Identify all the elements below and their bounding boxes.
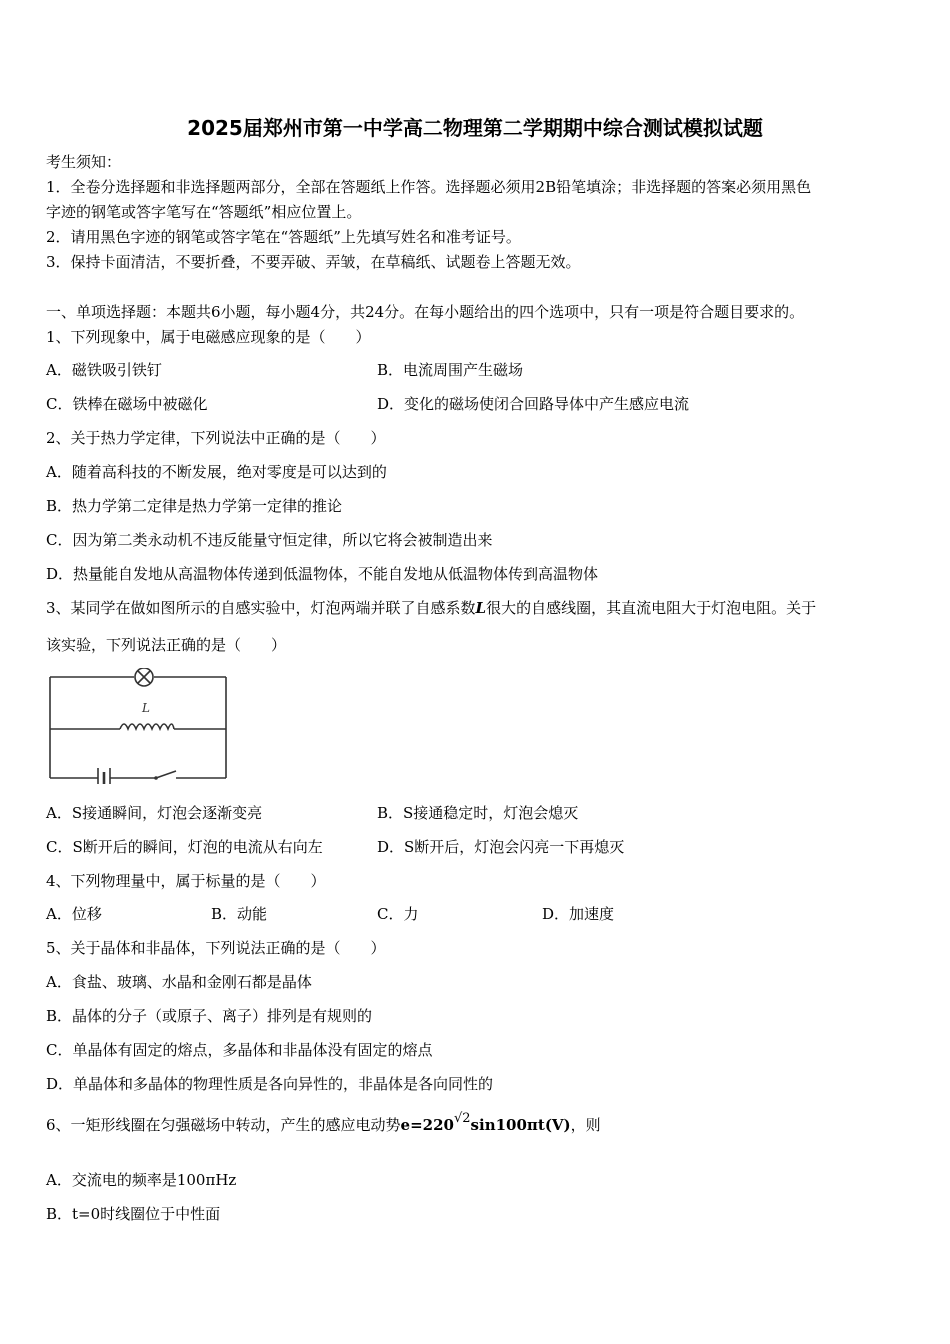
q3-option-d: D．S断开后，灯泡会闪亮一下再熄灭 <box>377 838 625 856</box>
q4-stem: 4、下列物理量中，属于标量的是（ ） <box>46 872 326 890</box>
q1-option-a: A．磁铁吸引铁钉 <box>46 361 162 379</box>
inductor-coil-icon <box>120 724 174 729</box>
notice-item-2: 2．请用黑色字迹的钢笔或答字笔在“答题纸”上先填写姓名和准考证号。 <box>46 228 521 246</box>
q6-option-b: B．t=0时线圈位于中性面 <box>46 1205 221 1223</box>
notice-item-3: 3．保持卡面清洁，不要折叠，不要弄破、弄皱，在草稿纸、试题卷上答题无效。 <box>46 253 581 271</box>
page-title: 2025届郑州市第一中学高二物理第二学期期中综合测试模拟试题 <box>187 116 763 140</box>
q3-stem-post: 很大的自感线圈，其直流电阻大于灯泡电阻。关于 <box>486 599 817 617</box>
q3-stem-line1 <box>46 598 816 618</box>
q3-stem-line2: 该实验，下列说法正确的是（ ） <box>46 636 287 654</box>
circuit-diagram <box>46 668 232 784</box>
q1-option-b: B．电流周围产生磁场 <box>377 361 524 379</box>
q6-stem <box>46 1111 601 1137</box>
q2-stem: 2、关于热力学定律，下列说法中正确的是（ ） <box>46 429 386 447</box>
q3-option-c: C．S断开后的瞬间，灯泡的电流从右向左 <box>46 838 323 856</box>
q4-option-a: A．位移 <box>46 905 102 923</box>
q6-stem-post: ，则 <box>570 1116 601 1134</box>
q5-option-a: A．食盐、玻璃、水晶和金刚石都是晶体 <box>46 973 312 991</box>
q5-stem: 5、关于晶体和非晶体，下列说法正确的是（ ） <box>46 939 386 957</box>
q4-option-d: D．加速度 <box>542 905 615 923</box>
q4-option-c: C．力 <box>377 905 419 923</box>
q1-option-d: D．变化的磁场使闭合回路导体中产生感应电流 <box>377 395 690 413</box>
q1-option-c: C．铁棒在磁场中被磁化 <box>46 395 208 413</box>
notice-item-1-cont: 字迹的钢笔或答字笔写在“答题纸”相应位置上。 <box>46 203 362 221</box>
q6-emf-coefficient: e=220 <box>400 1116 454 1134</box>
q2-option-a: A．随着高科技的不断发展，绝对零度是可以达到的 <box>46 463 387 481</box>
q6-stem-pre: 6、一矩形线圈在匀强磁场中转动，产生的感应电动势 <box>46 1116 401 1134</box>
q5-option-b: B．晶体的分子（或原子、离子）排列是有规则的 <box>46 1007 373 1025</box>
q5-option-c: C．单晶体有固定的熔点，多晶体和非晶体没有固定的熔点 <box>46 1041 433 1059</box>
q4-option-b: B．动能 <box>211 905 268 923</box>
inductor-label: L <box>142 701 150 715</box>
section-heading: 一、单项选择题：本题共6小题，每小题4分，共24分。在每小题给出的四个选项中，只有一项是符合题目要求的。 <box>46 303 805 321</box>
q6-sqrt-symbol: √2 <box>453 1111 471 1126</box>
q3-stem-pre: 3、某同学在做如图所示的自感实验中，灯泡两端并联了自感系数 <box>46 599 476 617</box>
q3-inductance-symbol: L <box>475 599 487 617</box>
q2-option-d: D．热量能自发地从高温物体传递到低温物体，不能自发地从低温物体传到高温物体 <box>46 565 599 583</box>
battery-icon <box>98 768 110 784</box>
notice-heading: 考生须知： <box>46 153 122 171</box>
q3-option-a: A．S接通瞬间，灯泡会逐渐变亮 <box>46 804 263 822</box>
lamp-icon <box>135 668 153 686</box>
q6-emf-function: sin100πt(V) <box>470 1116 571 1134</box>
switch-pivot-icon <box>154 776 158 780</box>
notice-item-1: 1．全卷分选择题和非选择题两部分，全部在答题纸上作答。选择题必须用2B铅笔填涂；非选择题的答案必须用黑色 <box>46 178 812 196</box>
q3-option-b: B．S接通稳定时，灯泡会熄灭 <box>377 804 579 822</box>
q2-option-b: B．热力学第二定律是热力学第一定律的推论 <box>46 497 343 515</box>
q1-stem: 1、下列现象中，属于电磁感应现象的是（ ） <box>46 328 371 346</box>
q6-option-a: A．交流电的频率是100πHz <box>46 1171 237 1189</box>
q5-option-d: D．单晶体和多晶体的物理性质是各向异性的，非晶体是各向同性的 <box>46 1075 494 1093</box>
q2-option-c: C．因为第二类永动机不违反能量守恒定律，所以它将会被制造出来 <box>46 531 493 549</box>
